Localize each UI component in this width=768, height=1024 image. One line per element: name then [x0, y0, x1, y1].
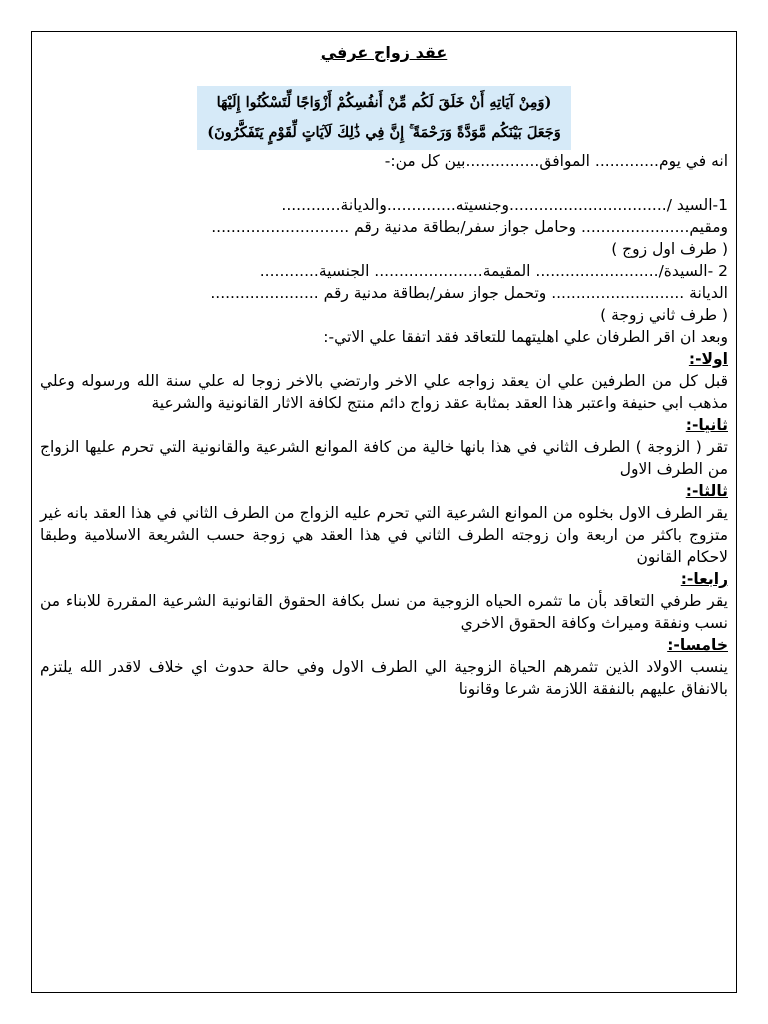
clause-5 [40, 634, 728, 700]
quran-verse-block [40, 86, 728, 150]
clause-text: يقر الطرف الاول بخلوه من الموانع الشرعية التي تحرم عليه الزواج من الطرف الثاني في هذا العقد بانه غير متزوج باكثر من اربعة وان زوجته الطرف الثاني في هذا العقد هي زوجة حسب الشريعة الاسلامية وطبقا لاحكام القانون [40, 504, 728, 566]
clause-text: قبل كل من الطرفين علي ان يعقد زواجه علي الاخر وارتضي بالاخر زوجا له علي سنة الله ورسوله وعلي مذهب ابي حنيفة واعتبر هذا العقد بمثابة عقد زواج دائم منتج لكافة الاثار القانونية والشرعية [40, 372, 728, 412]
clause-heading: خامسا-: [667, 636, 728, 654]
clause-heading: رابعا-: [680, 570, 728, 588]
party2-label: ( طرف ثاني زوجة ) [600, 306, 728, 324]
clause-text: ينسب الاولاد الذين تثمرهم الحياة الزوجية الي الطرف الاول وفي حالة حدوث اي خلاف لاقدر الله يلتزم بالانفاق عليهم بالنفقة اللازمة شرعا وقانونا [40, 658, 728, 698]
party1-line-2: ومقيم...................... وحامل جواز سفر/بطاقة مدنية رقم ............................ [211, 218, 728, 236]
clause-4 [40, 568, 728, 634]
clause-heading: اولا-: [688, 350, 728, 368]
agreement-line: وبعد ان اقر الطرفان علي اهليتهما للتعاقد فقد اتفقا علي الاتي-: [323, 328, 728, 346]
party2-line-1: 2 -السيدة/......................... المقيمة...................... الجنسية............ [259, 262, 728, 280]
clause-3 [40, 480, 728, 568]
intro-line: انه في يوم............. الموافق...............بين كل من:- [384, 152, 728, 170]
party1-line-1: 1-السيد /................................وجنسيته..............والديانة............ [281, 196, 728, 214]
verse-line-2: وَجَعَلَ بَيْنَكُم مَّوَدَّةً وَرَحْمَةً ۚ إِنَّ فِي ذَٰلِكَ لَآيَاتٍ لِّقَوْمٍ يَتَفَكَّرُونَ) [207, 124, 561, 141]
clause-heading: ثالثا-: [685, 482, 728, 500]
clause-2 [40, 414, 728, 480]
clause-text: تقر ( الزوجة ) الطرف الثاني في هذا بانها خالية من كافة الموانع الشرعية والقانونية التي تحرم عليها الزواج من الطرف الاول [40, 438, 728, 478]
clause-text: يقر طرفي التعاقد بأن ما تثمره الحياه الزوجية من نسل بكافة الحقوق القانونية الشرعية المقررة للابناء من نسب ونفقة وميراث وكافة الحقوق الاخري [40, 592, 728, 632]
document-title: عقد زواج عرفي [320, 43, 448, 62]
verse-line-1: (وَمِنْ آيَاتِهِ أَنْ خَلَقَ لَكُم مِّنْ أَنفُسِكُمْ أَزْوَاجًا لِّتَسْكُنُوا إِلَيْهَا [216, 94, 552, 111]
clause-1 [40, 348, 728, 414]
contract-document [40, 40, 728, 700]
quran-verse [197, 86, 571, 150]
party1-label: ( طرف اول زوج ) [611, 240, 728, 258]
party2-line-2: الديانة ........................... وتحمل جواز سفر/بطاقة مدنية رقم ...................... [210, 284, 728, 302]
clause-heading: ثانيا-: [685, 416, 728, 434]
